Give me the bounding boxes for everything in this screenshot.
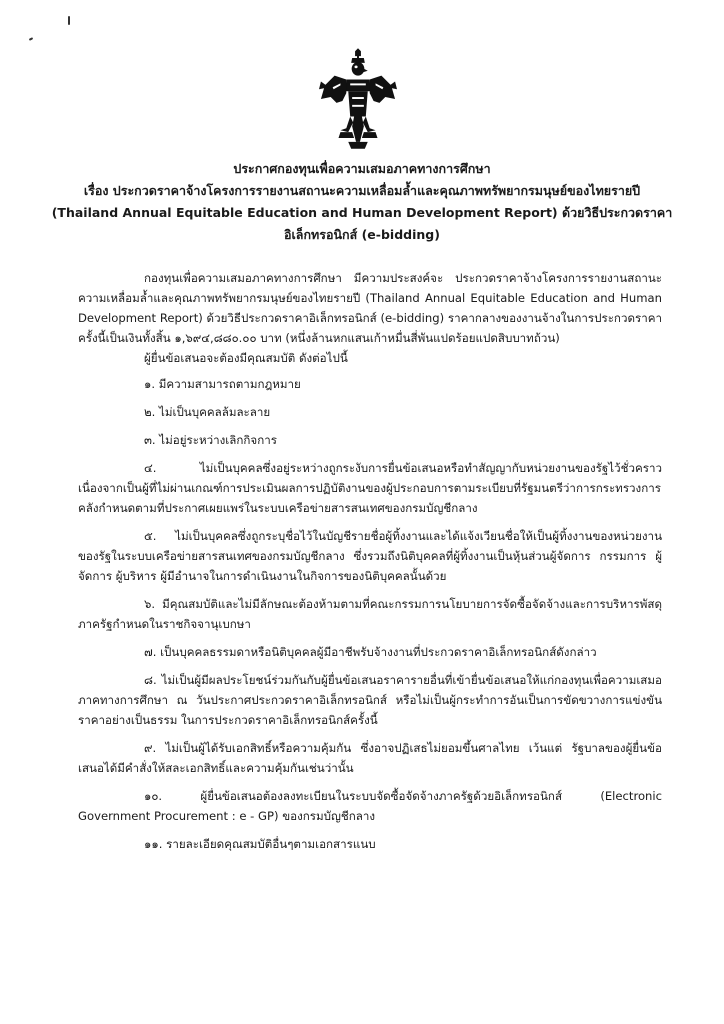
- qualification-item: ๘. ไม่เป็นผู้มีผลประโยชน์ร่วมกันกับผู้ยื่นข้อเสนอราคารายอื่นที่เข้ายื่นข้อเสนอให้แก่กองทุนเพื่อความเสมอภาคทางการศึกษา ณ วันประกาศประกวดราคาอิเล็กทรอนิกส์ หรือไม่เป็นผู้กระทำการอันเป็นการขัดขวางการแข่งขันราคาอย่างเป็นธรรม ในการประกวดราคาอิเล็กทรอนิกส์ครั้งนี้: [78, 673, 662, 727]
- qualification-item: ๗. เป็นบุคคลธรรมดาหรือนิติบุคคลผู้มีอาชีพรับจ้างงานที่ประกวดราคาอิเล็กทรอนิกส์ดังกล่าว: [144, 645, 597, 659]
- qualifications-intro: ผู้ยื่นข้อเสนอจะต้องมีคุณสมบัติ ดังต่อไปนี้: [144, 351, 348, 365]
- announcement-heading: [40, 158, 684, 246]
- qualification-item: ๑๐. ผู้ยื่นข้อเสนอต้องลงทะเบียนในระบบจัดซื้อจัดจ้างภาครัฐด้วยอิเล็กทรอนิกส์ (Electronic Government Procurement : e - GP) ของกรมบัญชีกลาง: [78, 789, 662, 823]
- qualification-item: ๙. ไม่เป็นผู้ได้รับเอกสิทธิ์หรือความคุ้มกัน ซึ่งอาจปฏิเสธไม่ยอมขึ้นศาลไทย เว้นแต่ รัฐบาลของผู้ยื่นข้อเสนอได้มีคำสั่งให้สละเอกสิทธิ์และความคุ้มกันเช่นว่านั้น: [78, 741, 662, 775]
- heading-line-2: เรื่อง ประกวดราคาจ้างโครงการรายงานสถานะความเหลื่อมล้ำและคุณภาพทรัพยากรมนุษย์ของไทยรายปี: [83, 183, 641, 198]
- intro-paragraph: กองทุนเพื่อความเสมอภาคทางการศึกษา มีความประสงค์จะ ประกวดราคาจ้างโครงการรายงานสถานะความเหลื่อมล้ำและคุณภาพทรัพยากรมนุษย์ของไทยรายปี (Thailand Annual Equitable Education and Human Development Report) ด้วยวิธีประกวดราคาอิเล็กทรอนิกส์ (e-bidding) ราคากลางของงานจ้างในการประกวดราคาครั้งนี้เป็นเงินทั้งสิ้น ๑,๖๙๔,๘๘๐.๐๐ บาท (หนึ่งล้านหกแสนเก้าหมื่นสี่พันแปดร้อยแปดสิบบาทถ้วน): [78, 271, 662, 345]
- qualification-item: ๓. ไม่อยู่ระหว่างเลิกกิจการ: [144, 433, 277, 447]
- announcement-body: [78, 268, 662, 854]
- heading-line-1: ประกาศกองทุนเพื่อความเสมอภาคทางการศึกษา: [233, 161, 491, 176]
- qualification-item: ๒. ไม่เป็นบุคคลล้มละลาย: [144, 405, 271, 419]
- qualification-item: ๑๑. รายละเอียดคุณสมบัติอื่นๆตามเอกสารแนบ: [144, 837, 376, 851]
- qualification-item: ๖. มีคุณสมบัติและไม่มีลักษณะต้องห้ามตามที่คณะกรรมการนโยบายการจัดซื้อจัดจ้างและการบริหารพัสดุภาครัฐกำหนดในราชกิจจานุเบกษา: [78, 597, 662, 631]
- qualification-item: ๕. ไม่เป็นบุคคลซึ่งถูกระบุชื่อไว้ในบัญชีรายชื่อผู้ทิ้งงานและได้แจ้งเวียนชื่อให้เป็นผู้ทิ้งงานของหน่วยงานของรัฐในระบบเครือข่ายสารสนเทศของกรมบัญชีกลาง ซึ่งรวมถึงนิติบุคคลที่ผู้ทิ้งงานเป็นหุ้นส่วนผู้จัดการ กรรมการ ผู้จัดการ ผู้บริหาร ผู้มีอำนาจในการดำเนินงานในกิจการของนิติบุคคลนั้นด้วย: [78, 529, 662, 583]
- qualification-item: ๔. ไม่เป็นบุคคลซึ่งอยู่ระหว่างถูกระงับการยื่นข้อเสนอหรือทำสัญญากับหน่วยงานของรัฐไว้ชั่วคราว เนื่องจากเป็นผู้ที่ไม่ผ่านเกณฑ์การประเมินผลการปฏิบัติงานของผู้ประกอบการตามระเบียบที่รัฐมนตรีว่าการกระทรวงการคลังกำหนดตามที่ประกาศเผยแพร่ในระบบเครือข่ายสารสนเทศของกรมบัญชีกลาง: [78, 461, 662, 515]
- scan-speck: [29, 37, 33, 41]
- garuda-emblem-icon: [319, 48, 397, 150]
- heading-line-4: อิเล็กทรอนิกส์ (e-bidding): [284, 227, 440, 242]
- qualification-item: ๑. มีความสามารถตามกฎหมาย: [144, 377, 301, 391]
- scan-speck: [68, 16, 70, 25]
- heading-line-3: (Thailand Annual Equitable Education and Human Development Report) ด้วยวิธีประกวดราคา: [51, 205, 673, 220]
